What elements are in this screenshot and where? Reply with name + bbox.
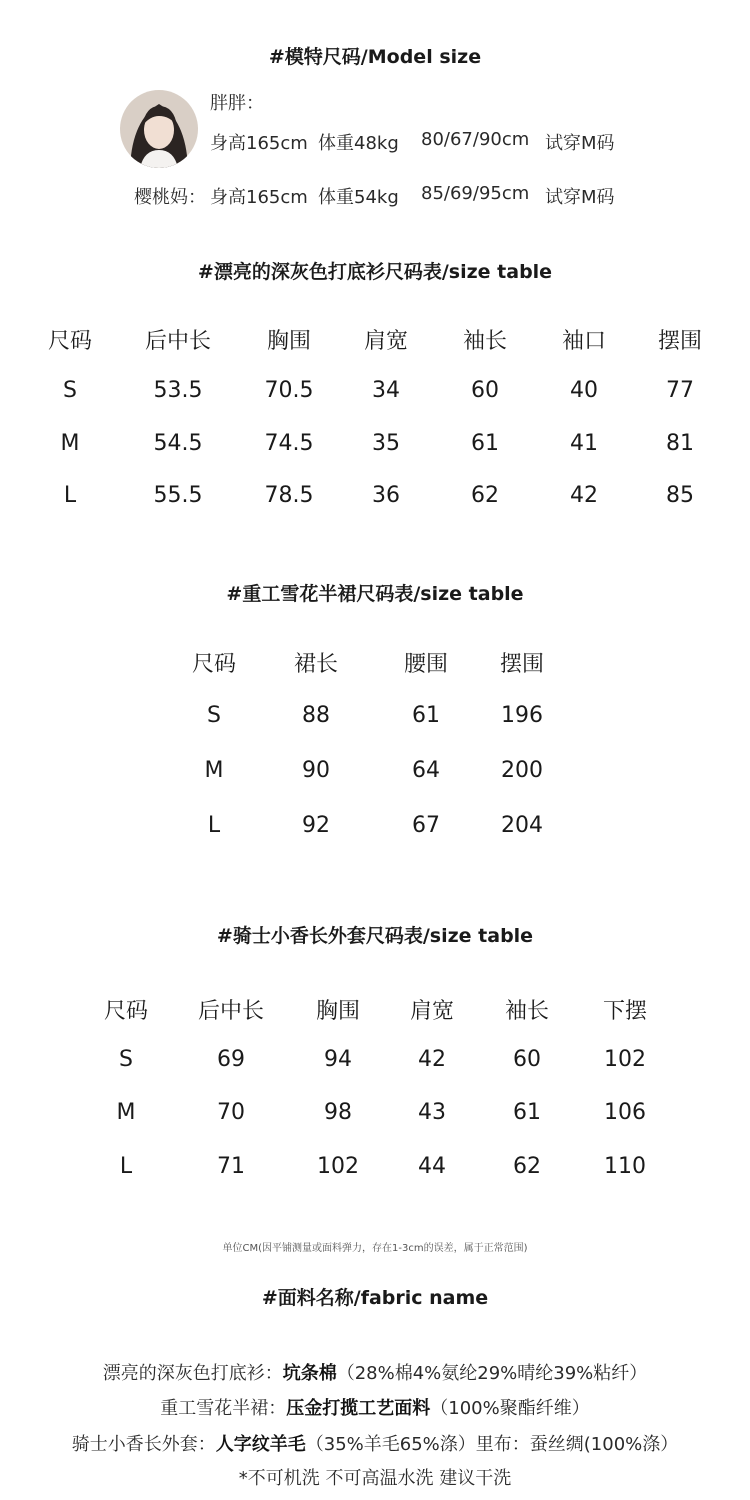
table-cell: M [204, 758, 224, 783]
table-cell: 78.5 [264, 483, 314, 508]
fabric-material: 坑条棉 [282, 1363, 337, 1384]
table-cell: S [63, 378, 77, 403]
table-cell: 61 [412, 703, 440, 728]
table-cell: 77 [666, 378, 694, 403]
skirt-size-table-heading: #重工雪花半裙尺码表/size table [226, 583, 524, 605]
table-cell: 85 [666, 483, 694, 508]
fabric-material: 人字纹羊毛 [215, 1434, 306, 1455]
table-cell: 70 [217, 1100, 245, 1125]
fabric-composition: （28%棉4%氨纶29%晴纶39%粘纤） [336, 1363, 648, 1384]
fabric-item-name: 漂亮的深灰色打底衫： [102, 1363, 283, 1384]
table-header-cell: 裙长 [293, 652, 338, 677]
table-cell: 60 [471, 378, 499, 403]
model2-measurements: 85/69/95cm [421, 183, 530, 204]
table-cell: L [207, 813, 221, 838]
fabric-line-shirt [0, 1359, 750, 1385]
table-header-cell: 摆围 [657, 329, 702, 354]
table-cell: M [116, 1100, 136, 1125]
table-cell: 61 [513, 1100, 541, 1125]
table-cell: 110 [604, 1154, 646, 1179]
table-cell: 43 [418, 1100, 446, 1125]
fabric-item-name: 骑士小香长外套： [71, 1434, 216, 1455]
table-header-cell: 尺码 [103, 999, 148, 1024]
table-cell: 42 [418, 1047, 446, 1072]
table-cell: 67 [412, 813, 440, 838]
table-header-cell: 尺码 [47, 329, 92, 354]
table-cell: 61 [471, 431, 499, 456]
table-cell: 53.5 [153, 378, 203, 403]
table-cell: 62 [513, 1154, 541, 1179]
model1-weight: 体重48kg [318, 133, 399, 154]
fabric-composition: （100%聚酯纤维） [430, 1398, 590, 1419]
coat-size-table-heading: #骑士小香长外套尺码表/size table [216, 925, 534, 947]
table-cell: 35 [372, 431, 400, 456]
table-cell: 74.5 [264, 431, 314, 456]
care-instructions: *不可机洗 不可高温水洗 建议干洗 [238, 1468, 512, 1489]
table-header-cell: 袖口 [561, 329, 606, 354]
table-cell: 98 [324, 1100, 352, 1125]
model1-height: 身高165cm [210, 133, 308, 154]
table-cell: 34 [372, 378, 400, 403]
table-header-cell: 后中长 [197, 999, 264, 1024]
table-cell: 94 [324, 1047, 352, 1072]
measurement-note: 单位CM(因平铺测量或面料弹力，存在1-3cm的误差，属于正常范围) [222, 1243, 528, 1254]
table-cell: 102 [604, 1047, 646, 1072]
table-cell: 200 [501, 758, 543, 783]
model-avatar [120, 90, 198, 168]
table-cell: 44 [418, 1154, 446, 1179]
table-cell: 55.5 [153, 483, 203, 508]
table-cell: 40 [570, 378, 598, 403]
model2-height: 身高165cm [210, 187, 308, 208]
model1-name: 胖胖： [210, 93, 264, 114]
shirt-size-table-heading: #漂亮的深灰色打底衫尺码表/size table [197, 261, 553, 283]
table-cell: 106 [604, 1100, 646, 1125]
fabric-line-skirt [0, 1394, 750, 1420]
table-header-cell: 胸围 [315, 999, 360, 1024]
table-cell: 36 [372, 483, 400, 508]
table-header-cell: 肩宽 [409, 999, 454, 1024]
table-cell: 92 [302, 813, 330, 838]
table-cell: 81 [666, 431, 694, 456]
table-header-cell: 尺码 [191, 652, 236, 677]
table-header-cell: 后中长 [144, 329, 211, 354]
table-cell: 71 [217, 1154, 245, 1179]
table-cell: 62 [471, 483, 499, 508]
model2-name: 樱桃妈： [134, 187, 206, 208]
model2-weight: 体重54kg [318, 187, 399, 208]
table-cell: 196 [501, 703, 543, 728]
table-cell: 102 [317, 1154, 359, 1179]
fabric-material: 压金打揽工艺面料 [286, 1398, 431, 1419]
table-cell: L [119, 1154, 133, 1179]
table-cell: S [119, 1047, 133, 1072]
table-header-cell: 下摆 [602, 999, 647, 1024]
table-header-cell: 肩宽 [363, 329, 408, 354]
table-header-cell: 袖长 [504, 999, 549, 1024]
table-cell: 88 [302, 703, 330, 728]
fabric-heading: #面料名称/fabric name [261, 1287, 489, 1309]
table-cell: M [60, 431, 80, 456]
fabric-item-name: 重工雪花半裙： [160, 1398, 287, 1419]
table-cell: 69 [217, 1047, 245, 1072]
table-header-cell: 腰围 [403, 652, 448, 677]
table-cell: L [63, 483, 77, 508]
table-cell: 204 [501, 813, 543, 838]
table-cell: 70.5 [264, 378, 314, 403]
table-header-cell: 袖长 [462, 329, 507, 354]
table-cell: S [207, 703, 221, 728]
table-cell: 54.5 [153, 431, 203, 456]
table-cell: 42 [570, 483, 598, 508]
table-header-cell: 胸围 [266, 329, 311, 354]
fabric-line-coat [0, 1430, 750, 1456]
table-header-cell: 摆围 [499, 652, 544, 677]
fabric-composition: （35%羊毛65%涤）里布：蚕丝绸(100%涤） [305, 1434, 679, 1455]
table-cell: 90 [302, 758, 330, 783]
model1-try-size: 试穿M码 [545, 133, 615, 154]
model-size-heading: #模特尺码/Model size [268, 46, 482, 68]
table-cell: 41 [570, 431, 598, 456]
model2-try-size: 试穿M码 [545, 187, 615, 208]
model1-measurements: 80/67/90cm [421, 129, 530, 150]
table-cell: 64 [412, 758, 440, 783]
table-cell: 60 [513, 1047, 541, 1072]
